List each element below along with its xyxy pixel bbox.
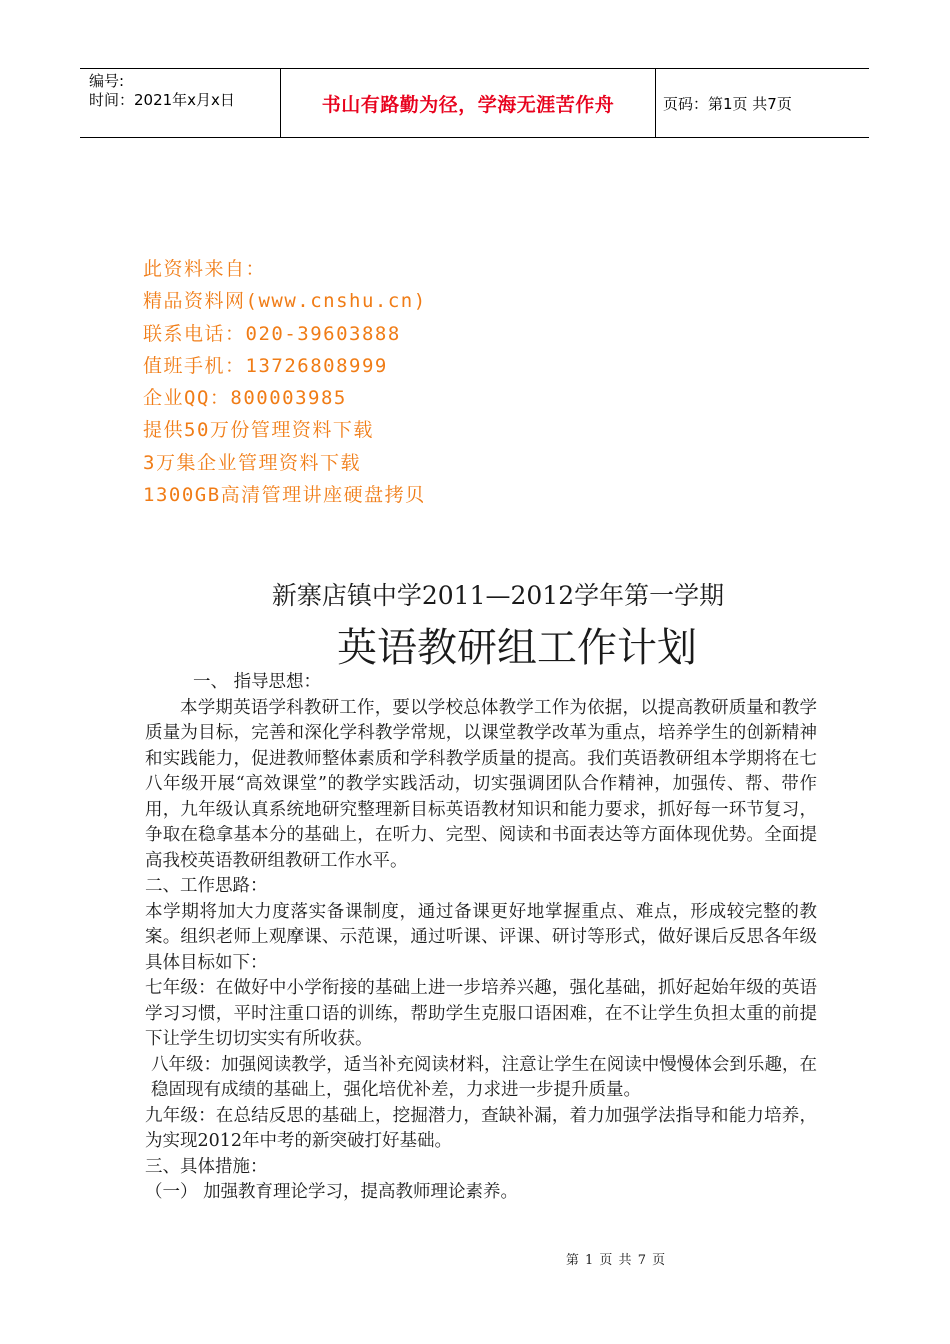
section-heading: 三、具体措施： <box>145 1156 268 1177</box>
page-info-text: 页码：第1页 共7页 <box>663 94 792 113</box>
promo-line-mobile: 值班手机：13726808999 <box>143 354 388 377</box>
section-heading: 一、 指导思想： <box>193 672 322 692</box>
promo-line: 3万集企业管理资料下载 <box>143 451 361 474</box>
paragraph-grade-8: 八年级：加强阅读教学，适当补充阅读材料，注意让学生在阅读中慢慢体会到乐趣，在稳固现有成绩的基础上，强化培优补差，力求进一步提升质量。 <box>151 1054 817 1100</box>
motto-cell <box>281 69 656 137</box>
number-label: 编号: <box>89 72 125 90</box>
promo-line: 提供50万份管理资料下载 <box>143 419 374 442</box>
promo-line-website: 精品资料网(www.cnshu.cn) <box>143 290 427 313</box>
promo-block <box>143 253 427 511</box>
motto-text: 书山有路勤为径，学海无涯苦作舟 <box>321 93 615 116</box>
sub-heading: （一） 加强教育理论学习，提高教师理论素养。 <box>145 1182 519 1202</box>
document-subtitle: 新寨店镇中学2011—2012学年第一学期 <box>271 581 725 610</box>
paragraph: 本学期英语学科教研工作，要以学校总体教学工作为依据，以提高教研质量和教学质量为目标，完善和深化学科教学常规，以课堂教学改革为重点，培养学生的创新精神和实践能力，促进教师整体素质和学科教学质量的提高。我们英语教研组本学期将在七八年级开展“高效课堂”的教学实践活动，切实强调团队合作精神，加强传、帮、带作用，九年级认真系统地研究整理新目标英语教材知识和能力要求，抓好每一环节复习，争取在稳拿基本分的基础上，在听力、完型、阅读和书面表达等方面体现优势。全面提高我校英语教研组教研工作水平。 <box>145 697 817 871</box>
promo-line: 1300GB高清管理讲座硬盘拷贝 <box>143 484 426 507</box>
time-label: 时间：2021年x月x日 <box>89 91 235 109</box>
promo-line-phone: 联系电话：020-39603888 <box>143 322 401 345</box>
paragraph-grade-9: 九年级：在总结反思的基础上，挖掘潜力，查缺补漏，着力加强学法指导和能力培养，为实现2012年中考的新突破打好基础。 <box>145 1105 817 1151</box>
page-footer: 第 1 页 共 7 页 <box>565 1253 667 1268</box>
header-meta-cell <box>80 69 281 137</box>
paragraph: 本学期将加大力度落实备课制度，通过备课更好地掌握重点、难点，形成较完整的教案。组织老师上观摩课、示范课，通过听课、评课、研讨等形式，做好课后反思各年级具体目标如下： <box>145 901 817 973</box>
document-title: 英语教研组工作计划 <box>337 625 697 671</box>
section-heading: 二、工作思路： <box>145 876 268 896</box>
promo-line: 此资料来自： <box>143 258 267 280</box>
promo-line-qq: 企业QQ：800003985 <box>143 387 347 410</box>
paragraph-grade-7: 七年级：在做好中小学衔接的基础上进一步培养兴趣，强化基础，抓好起始年级的英语学习习惯，平时注重口语的训练，帮助学生克服口语困难，在不让学生负担太重的前提下让学生切切实实有所收获。 <box>145 978 817 1049</box>
document-body <box>145 670 817 1206</box>
page-info-cell <box>656 69 869 137</box>
document-header <box>80 68 869 138</box>
